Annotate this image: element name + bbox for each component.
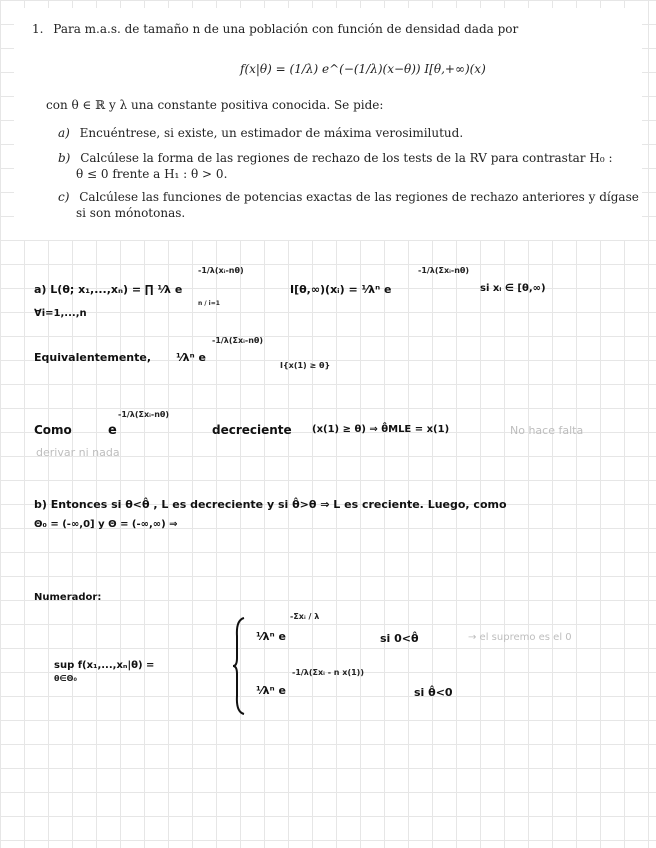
problem-intro: Para m.a.s. de tamaño n de una población con función de densidad dada por	[53, 22, 519, 36]
note-a-exp: -1/λ(xᵢ-nθ)	[198, 266, 244, 275]
note-sup-sub: θ∈Θ₀	[54, 674, 77, 683]
note-equiv-expr: ¹⁄λⁿ e	[176, 351, 206, 364]
note-como-label: Como	[34, 423, 72, 437]
note-como-exp: -1/λ(Σxᵢ-nθ)	[118, 410, 170, 419]
note-a-tail: si xᵢ ∈ [θ,∞)	[480, 283, 546, 294]
note-como-cond: (x(1) ≥ θ) ⇒ θ̂MLE = x(1)	[312, 424, 450, 435]
problem-number: 1.	[32, 22, 44, 36]
case-brace	[232, 616, 246, 716]
note-case2-exp: -1/λ(Σxᵢ - n x(1))	[292, 668, 364, 677]
item-b-text-cont: θ ≤ 0 frente a H₁ : θ > 0.	[76, 167, 228, 181]
note-case2-expr: ¹⁄λⁿ e	[256, 684, 286, 697]
item-c-label: c)	[58, 190, 70, 204]
problem-condition: con θ ∈ ℝ y λ una constante positiva conocida. Se pide:	[46, 98, 384, 112]
item-a-label: a)	[58, 126, 70, 140]
item-b-label: b)	[58, 151, 71, 165]
item-a	[58, 126, 463, 141]
note-a-indicator: I[θ,∞)(xᵢ) = ¹⁄λⁿ e	[290, 283, 392, 296]
note-b-line1: b) Entonces si θ<θ̂ , L es decreciente y si θ̂>θ ⇒ L es creciente. Luego, como	[34, 498, 507, 511]
item-c-text-cont: si son mónotonas.	[76, 206, 186, 220]
item-b-text: Calcúlese la forma de las regiones de rechazo de los tests de la RV para contrastar H₀ :	[80, 151, 613, 165]
note-a-likelihood: a) L(θ; x₁,...,xₙ) = ∏ ¹⁄λ e	[34, 283, 183, 296]
item-c-text: Calcúlese las funciones de potencias exactas de las regiones de rechazo anteriores y dígase	[79, 190, 639, 204]
note-case1-cond: si 0<θ̂	[380, 632, 419, 645]
note-como-rest: decreciente	[212, 423, 292, 437]
note-b-line2: Θ₀ = (-∞,0] y Θ = (-∞,∞) ⇒	[34, 519, 178, 530]
item-c	[58, 190, 639, 205]
note-case1-aside: → el supremo es el 0	[468, 632, 572, 643]
note-equiv-ind: I{x(1) ≥ θ}	[280, 361, 331, 370]
note-equiv-exp: -1/λ(Σxᵢ-nθ)	[212, 336, 264, 345]
note-como-aside-1: No hace falta	[510, 424, 584, 437]
item-a-text: Encuéntrese, si existe, un estimador de máxima verosimilutud.	[79, 126, 464, 140]
note-case1-expr: ¹⁄λⁿ e	[256, 630, 286, 643]
problem-statement	[14, 8, 642, 240]
note-numerador-label: Numerador:	[34, 592, 102, 603]
note-como-aside-2: derivar ni nada	[36, 446, 120, 459]
note-a-forall: ∀i=1,...,n	[34, 308, 87, 319]
note-como-e: e	[108, 423, 117, 438]
note-case2-cond: si θ̂<0	[414, 686, 453, 699]
note-sup-label: sup f(x₁,...,xₙ|θ) =	[54, 660, 155, 671]
problem-intro-line	[32, 22, 518, 37]
note-case1-exp: -Σxᵢ / λ	[290, 612, 320, 621]
note-a-prod-limits: n / i=1	[198, 300, 220, 307]
note-a-exp2: -1/λ(Σxᵢ-nθ)	[418, 266, 470, 275]
density-formula: f(x|θ) = (1/λ) e^(−(1/λ)(x−θ)) I[θ,+∞)(x)	[240, 62, 486, 76]
note-equiv-label: Equivalentemente,	[34, 351, 152, 364]
item-b	[58, 151, 613, 166]
